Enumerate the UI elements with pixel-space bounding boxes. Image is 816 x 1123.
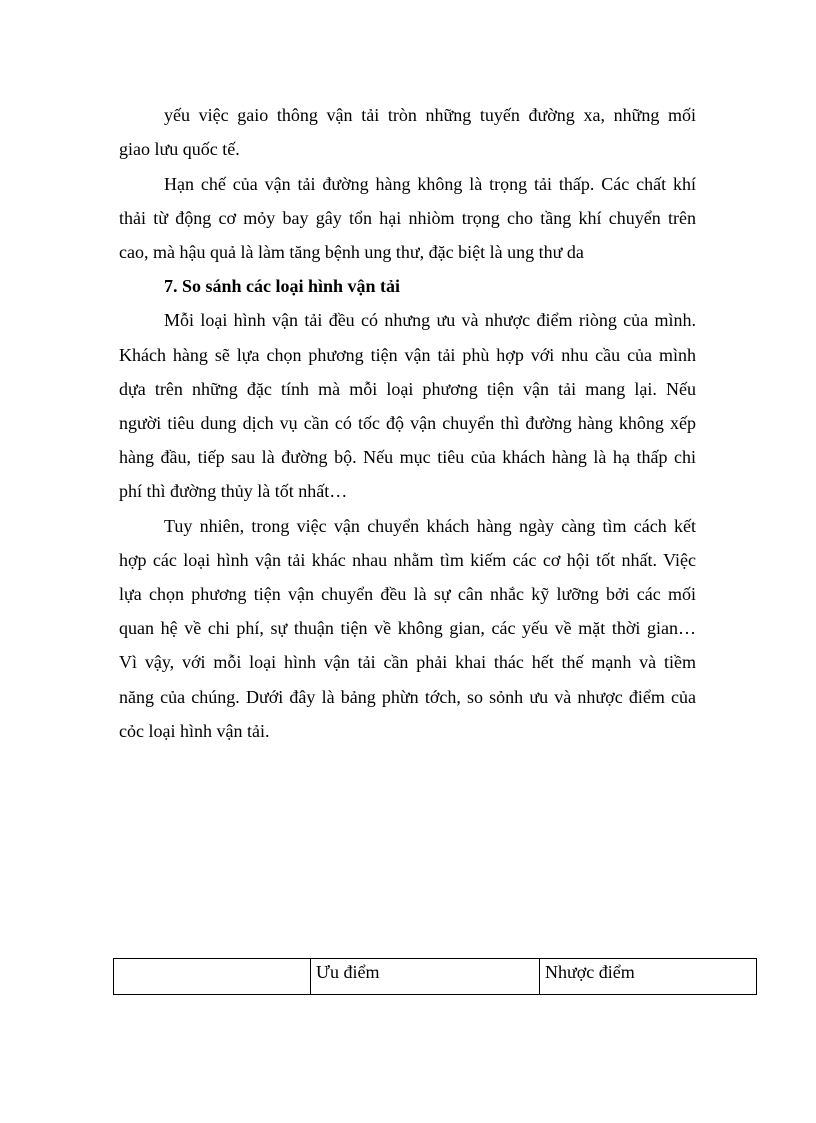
paragraph-line: hợp các loại hình vận tải khác nhau nhằm tìm kiếm các cơ hội tốt nhất. Việc xyxy=(119,550,696,570)
paragraph-line: Khách hàng sẽ lựa chọn phương tiện vận tải phù hợp với nhu cầu của mình xyxy=(119,345,696,365)
paragraph-line: yếu việc gaio thông vận tải tròn những tuyến đường xa, những mối xyxy=(164,105,696,125)
section-heading: 7. So sánh các loại hình vận tải xyxy=(164,276,401,296)
paragraph-line: năng của chúng. Dưới đây là bảng phừn tớch, so sỏnh ưu và nhược điểm của xyxy=(119,687,696,707)
paragraph-line: thải từ động cơ mỏy bay gây tổn hại nhiòm trọng cho tầng khí chuyển trên xyxy=(119,208,696,228)
paragraph-line: hàng đầu, tiếp sau là đường bộ. Nếu mục tiêu của khách hàng là hạ thấp chi xyxy=(119,447,696,467)
paragraph-line: Tuy nhiên, trong việc vận chuyển khách hàng ngày càng tìm cách kết xyxy=(164,516,696,536)
paragraph-line: cỏc loại hình vận tải. xyxy=(119,721,270,741)
paragraph-line: cao, mà hậu quả là làm tăng bệnh ung thư, đặc biệt là ung thư da xyxy=(119,242,584,262)
paragraph-line: giao lưu quốc tế. xyxy=(119,139,240,159)
paragraph-line: quan hệ về chi phí, sự thuận tiện về không gian, các yếu về mặt thời gian… xyxy=(119,618,696,638)
paragraph-line: lựa chọn phương tiện vận chuyển đều là sự cân nhắc kỹ lưỡng bởi các mối xyxy=(119,584,696,604)
paragraph-line: Vì vậy, với mỗi loại hình vận tải cần phải khai thác hết thế mạnh và tiềm xyxy=(119,652,696,672)
table-header-cell-disadvantages: Nhược điểm xyxy=(540,959,757,995)
paragraph-line: Mỗi loại hình vận tải đều có nhưng ưu và nhược điểm riòng của mình. xyxy=(164,310,696,330)
table-header-cell-advantages: Ưu điểm xyxy=(311,959,540,995)
comparison-table xyxy=(113,958,757,995)
paragraph-line: Hạn chế của vận tải đường hàng không là trọng tải thấp. Các chất khí xyxy=(164,174,696,194)
paragraph-line: dựa trên những đặc tính mà mỗi loại phương tiện vận tải mang lại. Nếu xyxy=(119,379,696,399)
paragraph-line: người tiêu dung dịch vụ cần có tốc độ vận chuyển thì đường hàng không xếp xyxy=(119,413,696,433)
table-header-cell-empty xyxy=(114,959,311,995)
table-header-row xyxy=(114,959,757,995)
paragraph-line: phí thì đường thủy là tốt nhất… xyxy=(119,481,348,501)
